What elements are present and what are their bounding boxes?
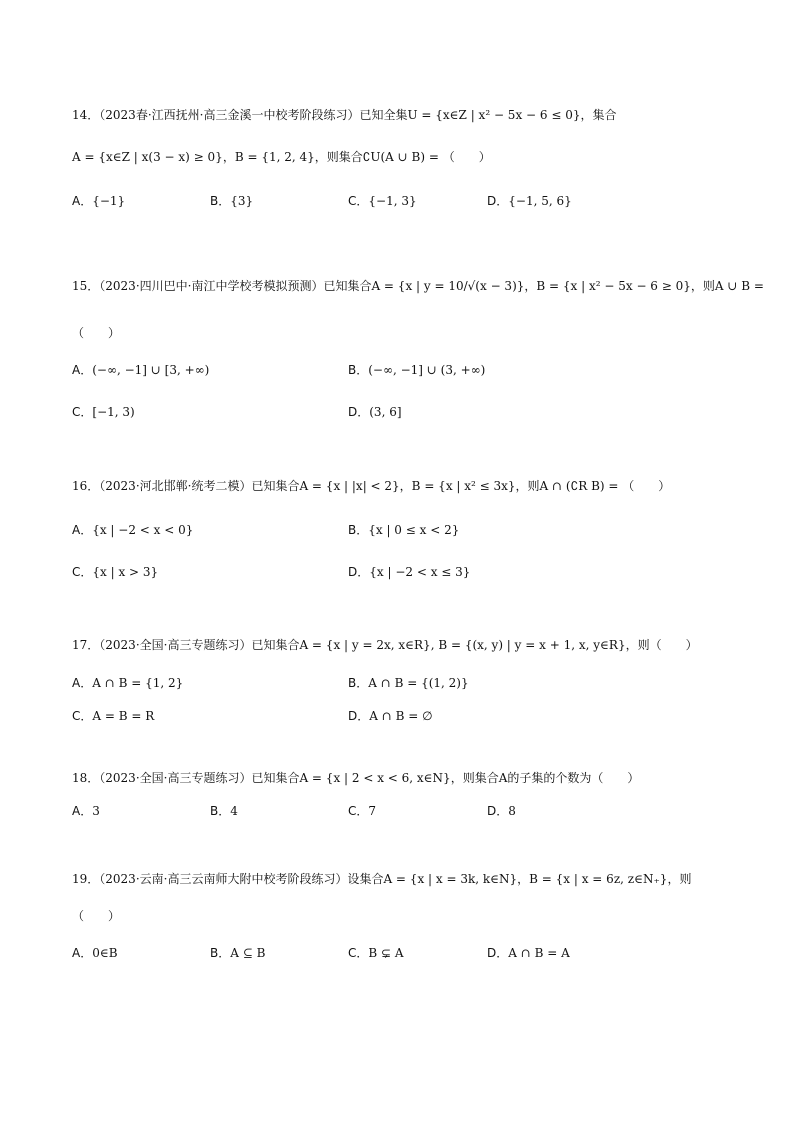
problem-14-line-1 — [72, 107, 616, 123]
option-a[interactable] — [72, 193, 125, 209]
problem-stem: 已知集合A = {x | y = 10/√(x − 3)}，B = {x | x² − 5x − 6 ≥ 0}，则A ∪ B = — [323, 279, 764, 293]
problem-number: 14． — [72, 108, 100, 122]
problem-number: 16． — [72, 479, 100, 493]
option-label: B． — [348, 363, 369, 377]
option-text: 4 — [230, 804, 238, 818]
option-label: B． — [210, 804, 231, 818]
option-label: D． — [348, 709, 370, 723]
problem-15-line-2 — [72, 325, 120, 341]
option-label: C． — [348, 946, 369, 960]
option-label: D． — [348, 405, 370, 419]
problem-stem: 已知集合A = {x | y = 2x, x∈R}, B = {(x, y) | y = x + 1, x, y∈R}，则（ ） — [251, 638, 698, 652]
option-b[interactable] — [210, 803, 238, 819]
problem-source: （2023春·江西抚州·高三金溪一中校考阶段练习） — [99, 108, 360, 122]
problem-stem: 设集合A = {x | x = 3k, k∈N}，B = {x | x = 6z, z∈N₊}，则 — [347, 872, 692, 886]
problem-16-line-1 — [72, 478, 670, 494]
option-text: 7 — [368, 804, 377, 818]
option-c[interactable] — [72, 564, 158, 580]
option-label: A． — [72, 946, 93, 960]
option-text: A ∩ B = A — [508, 946, 570, 960]
option-text: B ⊊ A — [368, 946, 404, 960]
option-text: {−1} — [92, 194, 126, 208]
option-label: D． — [487, 194, 509, 208]
option-label: A． — [72, 676, 93, 690]
option-text: (−∞, −1] ∪ (3, +∞) — [368, 363, 486, 377]
option-text: {x | 0 ≤ x < 2} — [368, 523, 460, 537]
option-label: A． — [72, 523, 93, 537]
option-label: C． — [348, 804, 369, 818]
option-d[interactable] — [348, 708, 433, 724]
option-c[interactable] — [348, 193, 417, 209]
option-a[interactable] — [72, 803, 100, 819]
option-text: 3 — [92, 804, 100, 818]
problem-17-line-1 — [72, 637, 698, 653]
option-text: {−1, 5, 6} — [508, 194, 572, 208]
problem-number: 19． — [72, 872, 100, 886]
option-d[interactable] — [487, 945, 570, 961]
option-text: 0∈B — [92, 946, 118, 960]
option-a[interactable] — [72, 522, 193, 538]
problem-19-line-1 — [72, 871, 691, 887]
problem-source: （2023·四川巴中·南江中学校考模拟预测） — [99, 279, 324, 293]
problem-15-line-1 — [72, 278, 764, 294]
problem-source: （2023·全国·高三专题练习） — [99, 638, 252, 652]
problem-19-line-2 — [72, 908, 120, 924]
option-text: A ∩ B = ∅ — [369, 709, 433, 723]
option-text: A ∩ B = {1, 2} — [92, 676, 184, 690]
option-label: B． — [210, 946, 231, 960]
option-label: A． — [72, 804, 93, 818]
option-text: {−1, 3} — [368, 194, 417, 208]
option-b[interactable] — [348, 522, 459, 538]
option-text: {x | x > 3} — [92, 565, 159, 579]
option-label: B． — [348, 523, 369, 537]
option-b[interactable] — [348, 675, 469, 691]
option-c[interactable] — [348, 803, 376, 819]
option-b[interactable] — [210, 945, 265, 961]
option-text: {3} — [230, 194, 254, 208]
problem-number: 17． — [72, 638, 100, 652]
answer-bracket: （ ） — [72, 909, 121, 923]
option-text: (−∞, −1] ∪ [3, +∞) — [92, 363, 210, 377]
problem-18-line-1 — [72, 770, 639, 786]
option-text: {x | −2 < x ≤ 3} — [369, 565, 471, 579]
problem-source: （2023·河北邯郸·统考二模） — [99, 479, 252, 493]
option-text: A ⊆ B — [230, 946, 266, 960]
problem-source: （2023·全国·高三专题练习） — [99, 771, 252, 785]
option-a[interactable] — [72, 362, 209, 378]
option-text: {x | −2 < x < 0} — [92, 523, 194, 537]
problem-stem-continued: A = {x∈Z | x(3 − x) ≥ 0}，B = {1, 2, 4}，则集合∁U(A ∪ B) = （ ） — [72, 150, 491, 164]
option-text: A = B = R — [92, 709, 155, 723]
option-label: D． — [348, 565, 370, 579]
problem-stem: 已知全集U = {x∈Z | x² − 5x − 6 ≤ 0}，集合 — [359, 108, 617, 122]
option-label: C． — [72, 709, 93, 723]
option-c[interactable] — [348, 945, 404, 961]
problem-14-line-2 — [72, 149, 491, 165]
option-label: C． — [348, 194, 369, 208]
problem-number: 15． — [72, 279, 100, 293]
option-a[interactable] — [72, 675, 183, 691]
option-text: A ∩ B = {(1, 2)} — [368, 676, 469, 690]
option-a[interactable] — [72, 945, 118, 961]
option-label: A． — [72, 363, 93, 377]
option-b[interactable] — [348, 362, 485, 378]
option-b[interactable] — [210, 193, 253, 209]
option-text: 8 — [508, 804, 516, 818]
option-text: [−1, 3) — [92, 405, 135, 419]
option-d[interactable] — [487, 803, 516, 819]
option-label: B． — [210, 194, 231, 208]
option-label: C． — [72, 565, 93, 579]
option-label: B． — [348, 676, 369, 690]
option-text: (3, 6] — [369, 405, 402, 419]
problem-stem: 已知集合A = {x | 2 < x < 6, x∈N}，则集合A的子集的个数为（ ） — [251, 771, 640, 785]
option-d[interactable] — [487, 193, 572, 209]
option-label: D． — [487, 946, 509, 960]
answer-bracket: （ ） — [72, 326, 121, 340]
option-label: D． — [487, 804, 509, 818]
option-label: C． — [72, 405, 93, 419]
problem-stem: 已知集合A = {x | |x| < 2}，B = {x | x² ≤ 3x}，则A ∩ (∁R B) = （ ） — [251, 479, 671, 493]
option-d[interactable] — [348, 564, 470, 580]
option-label: A． — [72, 194, 93, 208]
option-c[interactable] — [72, 404, 135, 420]
option-c[interactable] — [72, 708, 154, 724]
problem-source: （2023·云南·高三云南师大附中校考阶段练习） — [99, 872, 348, 886]
problem-number: 18． — [72, 771, 100, 785]
option-d[interactable] — [348, 404, 402, 420]
